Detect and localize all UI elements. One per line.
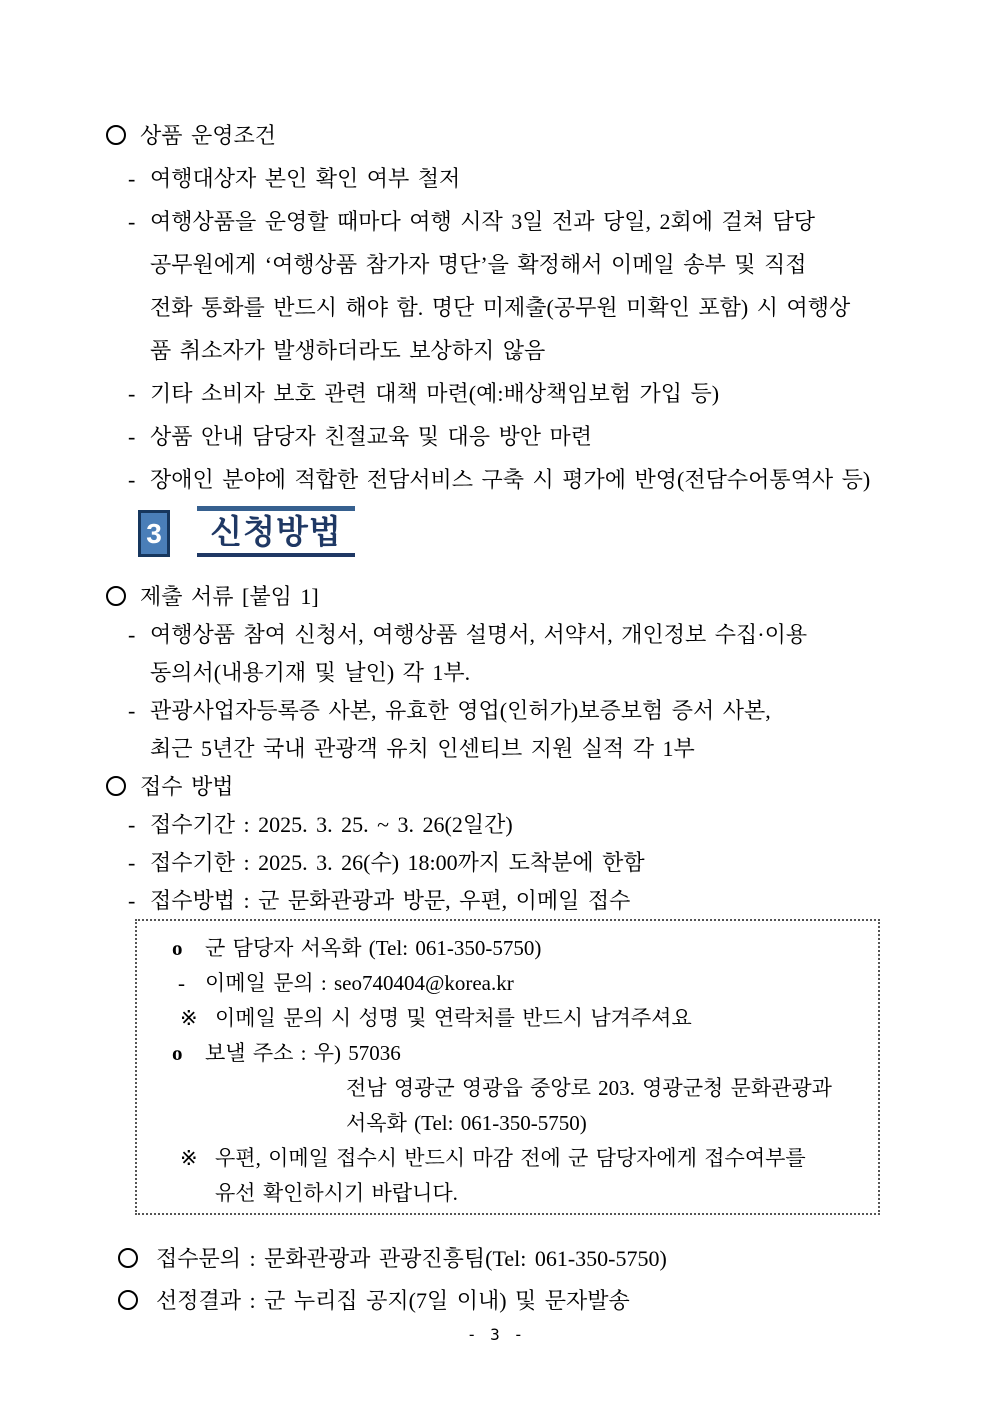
operating-conditions-section bbox=[106, 114, 966, 501]
page-number: - 3 - bbox=[466, 1325, 526, 1344]
contact-line-address bbox=[137, 1106, 878, 1141]
list-item bbox=[106, 458, 966, 501]
list-item bbox=[106, 806, 966, 844]
contact-line-text: 이메일 문의 시 성명 및 연락처를 반드시 남겨주셔요 bbox=[215, 1006, 692, 1030]
list-item-text: 기타 소비자 보호 관련 대책 마련(예:배상책임보험 가입 등) bbox=[150, 381, 720, 406]
contact-line-text: 보낼 주소 : 우) 57036 bbox=[205, 1041, 401, 1065]
list-item-continuation bbox=[106, 329, 966, 372]
footer-line-text: 접수문의 : 문화관광과 관광진흥팀(Tel: 061-350-5750) bbox=[156, 1246, 667, 1271]
section-title-block bbox=[197, 506, 355, 557]
list-item-text: 공무원에게 ‘여행상품 참가자 명단’을 확정해서 이메일 송부 및 직접 bbox=[150, 252, 807, 277]
list-item-continuation bbox=[106, 286, 966, 329]
section-heading-text: 제출 서류 [붙임 1] bbox=[140, 584, 319, 609]
contact-box bbox=[135, 919, 880, 1215]
list-item bbox=[106, 372, 966, 415]
circle-bullet-icon bbox=[106, 586, 126, 606]
section-number-badge bbox=[138, 510, 170, 557]
contact-line-text: 서옥화 (Tel: 061-350-5750) bbox=[346, 1111, 587, 1135]
section-heading bbox=[106, 114, 966, 157]
list-item bbox=[106, 157, 966, 200]
dash-bullet: - bbox=[128, 209, 136, 234]
circle-bullet-icon bbox=[118, 1290, 138, 1310]
title-bottom-rule bbox=[197, 553, 355, 557]
contact-line-address bbox=[137, 1071, 878, 1106]
list-item-text: 여행대상자 본인 확인 여부 철저 bbox=[150, 166, 461, 191]
dash-bullet: - bbox=[128, 888, 136, 913]
footer-line bbox=[118, 1238, 978, 1280]
circle-bullet-icon bbox=[106, 776, 126, 796]
contact-line-text: 우편, 이메일 접수시 반드시 마감 전에 군 담당자에게 접수여부를 bbox=[215, 1146, 806, 1170]
circle-bullet-icon bbox=[118, 1248, 138, 1268]
contact-line-continuation bbox=[137, 1176, 878, 1211]
dash-bullet: - bbox=[128, 424, 136, 449]
dash-bullet: - bbox=[128, 166, 136, 191]
list-item bbox=[106, 882, 966, 920]
contact-line-text: 이메일 문의 : seo740404@korea.kr bbox=[205, 971, 514, 995]
list-item-text: 접수기간 : 2025. 3. 25. ~ 3. 26(2일간) bbox=[150, 812, 513, 837]
list-item-text: 품 취소자가 발생하더라도 보상하지 않음 bbox=[150, 338, 546, 363]
list-item bbox=[106, 616, 966, 654]
list-item-text: 전화 통화를 반드시 해야 함. 명단 미제출(공무원 미확인 포함) 시 여행상 bbox=[150, 295, 851, 320]
footer-info-section bbox=[118, 1238, 978, 1322]
section-heading bbox=[106, 578, 966, 616]
dash-bullet: - bbox=[128, 698, 136, 723]
list-item bbox=[106, 415, 966, 458]
list-item-continuation bbox=[106, 654, 966, 692]
o-bullet: o bbox=[172, 1041, 183, 1065]
list-item bbox=[106, 692, 966, 730]
dash-bullet: - bbox=[128, 467, 136, 492]
contact-line-text: 군 담당자 서옥화 (Tel: 061-350-5750) bbox=[205, 936, 542, 960]
list-item-continuation bbox=[106, 243, 966, 286]
application-section bbox=[106, 578, 966, 920]
section-number: 3 bbox=[146, 518, 162, 549]
list-item-text: 접수기한 : 2025. 3. 26(수) 18:00까지 도착분에 한함 bbox=[150, 850, 645, 875]
contact-line bbox=[137, 966, 878, 1001]
list-item-text: 상품 안내 담당자 친절교육 및 대응 방안 마련 bbox=[150, 424, 593, 449]
list-item-text: 관광사업자등록증 사본, 유효한 영업(인허가)보증보험 증서 사본, bbox=[150, 698, 771, 723]
list-item bbox=[106, 844, 966, 882]
contact-line bbox=[137, 931, 878, 966]
section-heading bbox=[106, 768, 966, 806]
contact-line-text: 유선 확인하시기 바랍니다. bbox=[215, 1181, 458, 1205]
contact-line bbox=[137, 1036, 878, 1071]
contact-line bbox=[137, 1141, 878, 1176]
dash-bullet: - bbox=[128, 622, 136, 647]
dash-bullet: - bbox=[128, 850, 136, 875]
contact-line bbox=[137, 1001, 878, 1036]
list-item-text: 접수방법 : 군 문화관광과 방문, 우편, 이메일 접수 bbox=[150, 888, 631, 913]
footer-line bbox=[118, 1280, 978, 1322]
list-item-continuation bbox=[106, 730, 966, 768]
list-item-text: 동의서(내용기재 및 날인) 각 1부. bbox=[150, 660, 471, 685]
list-item-text: 여행상품 참여 신청서, 여행상품 설명서, 서약서, 개인정보 수집·이용 bbox=[150, 622, 808, 647]
circle-bullet-icon bbox=[106, 125, 126, 145]
list-item-text: 장애인 분야에 적합한 전담서비스 구축 시 평가에 반영(전담수어통역사 등) bbox=[150, 467, 871, 492]
section-title: 신청방법 bbox=[210, 513, 342, 550]
footer-line-text: 선정결과 : 군 누리집 공지(7일 이내) 및 문자발송 bbox=[156, 1288, 630, 1313]
list-item bbox=[106, 200, 966, 243]
list-item-text: 최근 5년간 국내 관광객 유치 인센티브 지원 실적 각 1부 bbox=[150, 736, 695, 761]
o-bullet: o bbox=[172, 936, 183, 960]
reference-mark-icon: ※ bbox=[180, 1006, 198, 1030]
dash-bullet: - bbox=[128, 381, 136, 406]
contact-line-text: 전남 영광군 영광읍 중앙로 203. 영광군청 문화관광과 bbox=[346, 1076, 832, 1100]
section-heading-text: 접수 방법 bbox=[140, 774, 234, 799]
dash-bullet: - bbox=[178, 971, 185, 995]
dash-bullet: - bbox=[128, 812, 136, 837]
section-heading-text: 상품 운영조건 bbox=[140, 123, 277, 148]
list-item-text: 여행상품을 운영할 때마다 여행 시작 3일 전과 당일, 2회에 걸쳐 담당 bbox=[150, 209, 816, 234]
reference-mark-icon: ※ bbox=[180, 1146, 198, 1170]
